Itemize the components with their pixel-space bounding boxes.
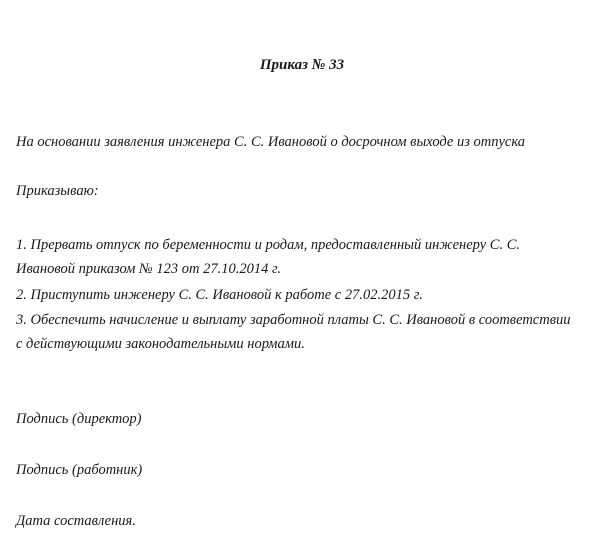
basis-text: На основании заявления инженера С. С. Ивановой о досрочном выходе из отпуска xyxy=(16,134,526,150)
order-item-2-line-1: 2. Приступить инженеру С. С. Ивановой к работе с 27.02.2015 г. xyxy=(16,287,423,303)
order-word: Приказываю: xyxy=(16,183,99,199)
order-item-1-line-1: 1. Прервать отпуск по беременности и родам, предоставленный инженеру С. С. xyxy=(16,237,520,253)
document-title-text: Приказ № 33 xyxy=(259,57,345,73)
order-item-3-line-1: 3. Обеспечить начисление и выплату заработной платы С. С. Ивановой в соответствии xyxy=(16,312,571,328)
date-label: Дата составления. xyxy=(16,513,136,529)
signature-director: Подпись (директор) xyxy=(16,411,142,427)
order-item-3-line-2: с действующими законодательными нормами. xyxy=(16,336,305,352)
document-title xyxy=(0,56,600,74)
order-item-1-line-2: Ивановой приказом № 123 от 27.10.2014 г. xyxy=(16,261,282,277)
signature-employee: Подпись (работник) xyxy=(16,462,143,478)
